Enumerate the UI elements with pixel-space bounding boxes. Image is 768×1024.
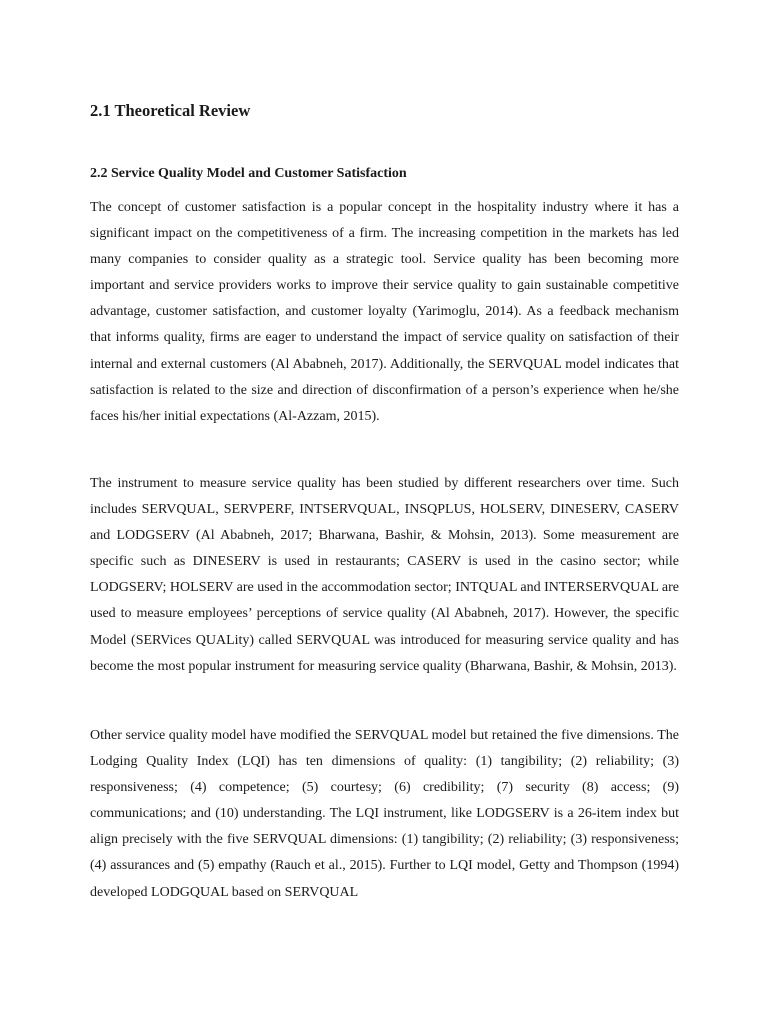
subsection-heading-service-quality: 2.2 Service Quality Model and Customer Satisfaction xyxy=(90,166,407,181)
paragraph-customer-satisfaction: The concept of customer satisfaction is a popular concept in the hospitality industry where it has a significant impact on the competitiveness of a firm. The increasing competition in the markets has led many companies to consider quality as a strategic tool. Service quality has been becoming more important and service providers works to improve their service quality to gain sustainable competitive advantage, customer satisfaction, and customer loyalty (Yarimoglu, 2014). As a feedback mechanism that informs quality, firms are eager to understand the impact of service quality on satisfaction of their internal and external customers (Al Ababneh, 2017). Additionally, the SERVQUAL model indicates that satisfaction is related to the size and direction of disconfirmation of a person’s experience when he/she faces his/her initial expectations (Al-Azzam, 2015). xyxy=(90,200,679,424)
paragraph-other-models: Other service quality model have modified the SERVQUAL model but retained the five dimensions. The Lodging Quality Index (LQI) has ten dimensions of quality: (1) tangibility; (2) reliability; (3) responsiveness; (4) competence; (5) courtesy; (6) credibility; (7) security (8) access; (9) communications; and (10) understanding. The LQI instrument, like LODGSERV is a 26-item index but align precisely with the five SERVQUAL dimensions: (1) tangibility; (2) reliability; (3) responsiveness; (4) assurances and (5) empathy (Rauch et al., 2015). Further to LQI model, Getty and Thompson (1994) developed LODGQUAL based on SERVQUAL xyxy=(90,728,679,900)
document-page xyxy=(90,0,679,1024)
section-heading-theoretical-review: 2.1 Theoretical Review xyxy=(90,101,251,120)
paragraph-measurement-instruments: The instrument to measure service quality has been studied by different researchers over time. Such includes SERVQUAL, SERVPERF, INTSERVQUAL, INSQPLUS, HOLSERV, DINESERV, CASERV and LODGSERV (Al Ababneh, 2017; Bharwana, Bashir, & Mohsin, 2013). Some measurement are specific such as DINESERV is used in restaurants; CASERV is used in the casino sector; while LODGSERV; HOLSERV are used in the accommodation sector; INTQUAL and INTERSERVQUAL are used to measure employees’ perceptions of service quality (Al Ababneh, 2017). However, the specific Model (SERVices QUALity) called SERVQUAL was introduced for measuring service quality and has become the most popular instrument for measuring service quality (Bharwana, Bashir, & Mohsin, 2013). xyxy=(90,476,679,674)
